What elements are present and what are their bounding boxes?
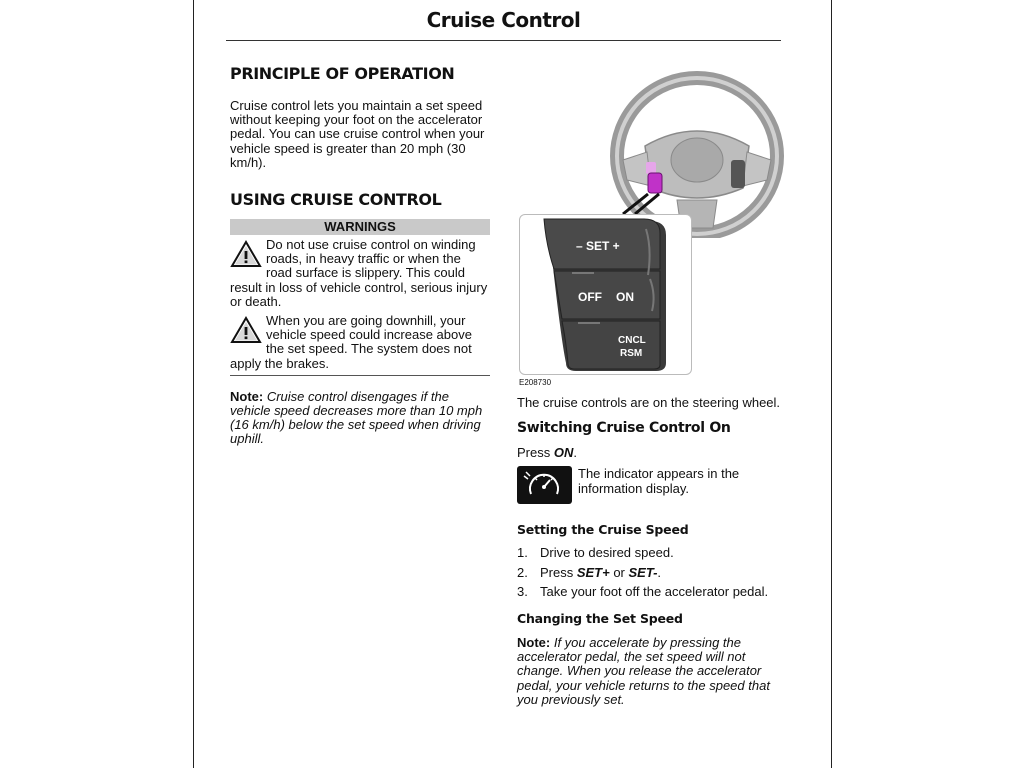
- step-2: [517, 566, 787, 580]
- cncl-label: CNCL: [618, 335, 646, 346]
- step-2-mid: or: [609, 564, 629, 580]
- steering-wheel-figure: [517, 68, 787, 390]
- left-note: [230, 390, 490, 447]
- off-label: OFF: [578, 290, 602, 304]
- warning-2-text: When you are going downhill, your vehicle speed could increase above the set speed. The system does not apply the brakes.: [230, 313, 472, 371]
- warning-1: [230, 238, 490, 309]
- using-heading: USING CRUISE CONTROL: [230, 190, 442, 210]
- cruise-switch-closeup: [519, 214, 692, 375]
- press-suffix: .: [573, 445, 577, 461]
- step-3-number: 3.: [517, 583, 528, 599]
- warning-2: [230, 314, 490, 371]
- step-3: [517, 585, 787, 599]
- step-2-prefix: Press: [540, 564, 577, 580]
- right-column: [517, 396, 787, 707]
- warnings-header: WARNINGS: [230, 219, 490, 235]
- press-prefix: Press: [517, 445, 554, 461]
- note-label: Note:: [230, 388, 264, 404]
- figure-code: E208730: [519, 378, 552, 387]
- principle-heading: PRINCIPLE OF OPERATION: [230, 64, 455, 83]
- rsm-label: RSM: [620, 348, 643, 359]
- set-minus-label: SET-: [628, 564, 658, 580]
- on-label: ON: [616, 290, 634, 304]
- press-on-label: ON: [553, 445, 574, 461]
- note-text: Cruise control disengages if the vehicle speed decreases more than 10 mph (16 km/h) below the set speed when driving uphill.: [230, 388, 483, 447]
- setting-heading: Setting the Cruise Speed: [517, 522, 689, 538]
- right-note: [517, 636, 787, 707]
- step-2-number: 2.: [517, 564, 528, 580]
- switching-heading: Switching Cruise Control On: [517, 420, 731, 437]
- warning-triangle-icon: [230, 240, 262, 268]
- press-on-text: [517, 446, 787, 460]
- step-1-text: Drive to desired speed.: [540, 545, 674, 561]
- page-border-right: [831, 0, 832, 768]
- changing-heading: Changing the Set Speed: [517, 611, 683, 627]
- step-3-text: Take your foot off the accelerator pedal.: [540, 583, 769, 599]
- set-plus-label: SET+: [576, 564, 610, 580]
- set-label: – SET +: [576, 239, 620, 253]
- right-note-text: If you accelerate by pressing the accelerator pedal, the set speed will not change. When you release the accelerator pedal, your vehicle returns to the speed that you previously set.: [517, 635, 770, 707]
- step-1-number: 1.: [517, 545, 528, 561]
- warnings-rule: [230, 375, 490, 376]
- right-note-label: Note:: [517, 635, 551, 651]
- figure-caption: The cruise controls are on the steering wheel.: [517, 395, 781, 410]
- principle-text: Cruise control lets you maintain a set speed without keeping your foot on the accelerator pedal. You can use cruise control when your vehicle speed is greater than 20 mph (30 km/h).: [230, 98, 485, 170]
- title-rule: [226, 40, 781, 41]
- cruise-control-icon: [517, 466, 572, 504]
- steering-wheel-illustration: [517, 68, 787, 238]
- page-title: Cruise Control: [426, 8, 581, 32]
- step-1: [517, 546, 787, 560]
- cruise-switch-illustration: [520, 215, 691, 374]
- left-column: [230, 64, 490, 447]
- indicator-text: The indicator appears in the information display.: [578, 466, 740, 496]
- warning-triangle-icon: [230, 316, 262, 344]
- page-border-left: [193, 0, 194, 768]
- warning-1-text: Do not use cruise control on winding roads, in heavy traffic or when the road surface is slippery. This could result in loss of vehicle control, serious injury or death.: [230, 237, 488, 309]
- setting-steps: [517, 546, 787, 599]
- step-2-suffix: .: [657, 564, 662, 580]
- indicator-row: [517, 466, 787, 506]
